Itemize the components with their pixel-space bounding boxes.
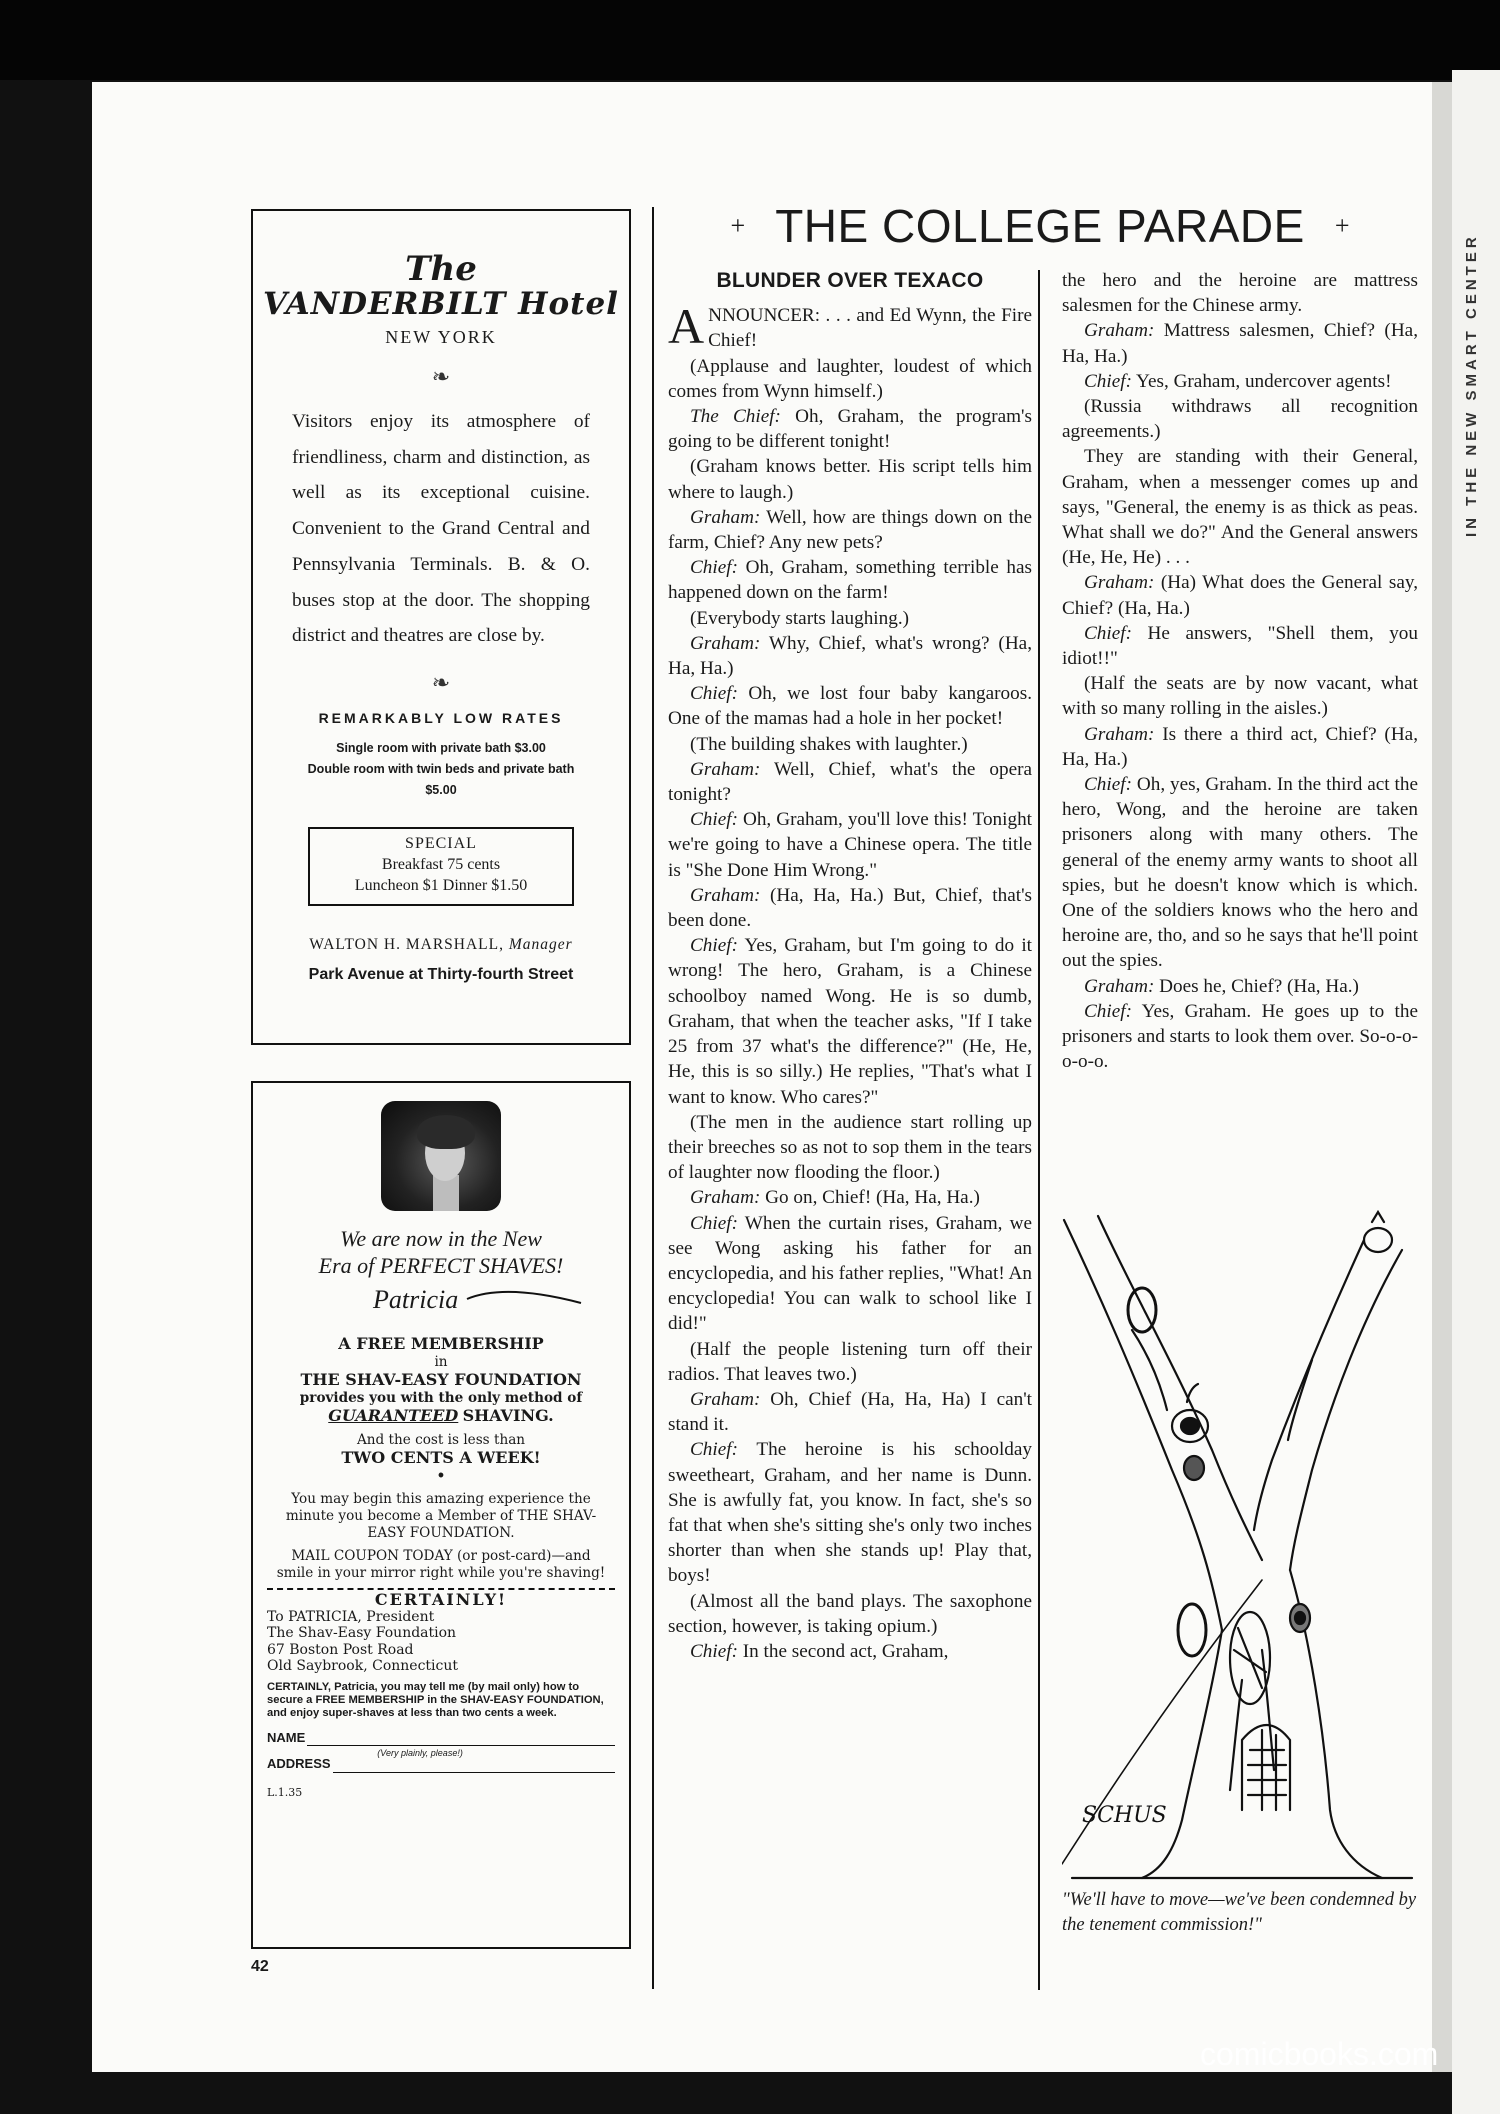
article-paragraph	[1062, 621, 1418, 671]
name-label: NAME	[267, 1729, 306, 1745]
mail-text: MAIL COUPON TODAY (or post-card)—and smile in your mirror right while you're shaving!	[276, 1548, 606, 1581]
special-box	[308, 827, 574, 906]
paragraph-text: Oh, Graham, the program's going to be different tonight!	[668, 406, 1032, 453]
article-paragraph	[668, 505, 1032, 555]
shave-headline	[253, 1225, 629, 1279]
vanderbilt-hotel-ad	[251, 209, 631, 1045]
article-paragraph	[1062, 394, 1418, 444]
speaker-name: Chief:	[1084, 1000, 1132, 1022]
paragraph-text: (Everybody starts laughing.)	[690, 607, 910, 629]
speaker-name: Graham:	[690, 884, 761, 906]
article-paragraph	[668, 1110, 1032, 1186]
article-paragraph	[668, 883, 1032, 933]
speaker-name: Graham:	[690, 1187, 761, 1209]
address-field-row	[267, 1756, 615, 1773]
speaker-name: Graham:	[690, 1388, 761, 1410]
speaker-name: Graham:	[690, 632, 761, 654]
paragraph-text: He answers, "Shell them, you idiot!!"	[1062, 622, 1418, 670]
shave-headline-1: We are now in the New	[340, 1226, 542, 1251]
paragraph-text: Well, how are things down on the farm, Chief? Any new pets?	[668, 506, 1032, 554]
section-title-row	[664, 198, 1416, 254]
paragraph-text: Well, Chief, what's the opera tonight?	[668, 758, 1032, 806]
star-icon: +	[730, 211, 746, 240]
speaker-name: Graham:	[690, 506, 761, 528]
article-paragraph	[1062, 772, 1418, 974]
paragraph-text: Go on, Chief! (Ha, Ha, Ha.)	[760, 1187, 980, 1209]
paragraph-text: Is there a third act, Chief? (Ha, Ha, Ha.)	[1062, 723, 1418, 770]
hotel-address: Park Avenue at Thirty-fourth Street	[308, 965, 574, 983]
column-divider	[1038, 270, 1040, 1990]
paragraph-text: Mattress salesmen, Chief? (Ha, Ha, Ha.)	[1062, 320, 1418, 367]
paragraph-text: (Graham knows better. His script tells him where to laugh.)	[668, 456, 1032, 503]
ornament-icon: ❧	[431, 669, 451, 695]
cartoon-caption: "We'll have to move—we've been condemned by the tenement commission!"	[1062, 1890, 1417, 1935]
cost-line: And the cost is less than	[356, 1432, 526, 1448]
speaker-name: Chief:	[690, 935, 738, 957]
special-breakfast: Breakfast 75 cents	[381, 855, 501, 873]
signature-text: Patricia	[373, 1285, 459, 1314]
address-label: ADDRESS	[267, 1756, 331, 1771]
paragraph-text: (The building shakes with laughter.)	[690, 733, 968, 755]
page-number: 42	[251, 1958, 269, 1975]
paragraph-text: (Ha, Ha, Ha.) But, Chief, that's been done.	[668, 884, 1032, 932]
paragraph-text: Oh, Graham, you'll love this! Tonight we're going to have a Chinese opera. The title is "She Done Him Wrong."	[668, 809, 1032, 881]
speaker-name: Graham:	[1084, 572, 1155, 594]
patricia-signature	[373, 1285, 629, 1325]
drop-cap: A	[668, 298, 705, 355]
name-field[interactable]	[307, 1732, 615, 1758]
name-field-row	[267, 1729, 615, 1758]
article-paragraph	[668, 298, 1032, 355]
paragraph-text: They are standing with their General, Graham, when a messenger comes up and says, "General, the enemy is as thick as peas. What shall we do?" And the General answers (He, He, He) . . .	[1062, 446, 1418, 569]
article-paragraph	[1062, 369, 1418, 394]
article-headline: BLUNDER OVER TEXACO	[716, 269, 984, 292]
shave-headline-2: Era of PERFECT SHAVES!	[318, 1253, 564, 1278]
signature-flourish-icon	[465, 1285, 585, 1321]
paragraph-text: (Half the seats are by now vacant, what with so many rolling in the aisles.)	[1062, 673, 1418, 720]
article-paragraph	[1062, 974, 1418, 999]
article-paragraph	[668, 404, 1032, 454]
article-paragraph	[668, 631, 1032, 681]
article-paragraph	[668, 1387, 1032, 1437]
coupon-org: The Shav-Easy Foundation	[267, 1625, 457, 1641]
manager-title: Manager	[508, 935, 573, 953]
rate-single: Single room with private bath $3.00	[336, 740, 546, 755]
cartoon-signature: SCHUS	[1082, 1803, 1167, 1828]
article-paragraph	[1062, 444, 1418, 570]
special-heading: SPECIAL	[405, 834, 477, 852]
speaker-name: Chief:	[690, 1439, 738, 1461]
article-column-2	[1062, 268, 1418, 1075]
coupon-request: CERTAINLY, Patricia, you may tell me (by mail only) how to secure a FREE MEMBERSHIP in the SHAV-EASY FOUNDATION, and enjoy super-shaves at less than two cents a week.	[267, 1680, 604, 1719]
star-icon: +	[1334, 211, 1350, 240]
speaker-name: Chief:	[690, 683, 738, 705]
coupon-city: Old Saybrook, Connecticut	[267, 1658, 458, 1674]
hotel-logo-line2: VANDERBILT Hotel	[263, 286, 619, 322]
hotel-logo	[253, 251, 629, 321]
column-divider	[652, 207, 654, 1989]
manager-name: WALTON H. MARSHALL,	[309, 935, 504, 953]
article-paragraph	[668, 606, 1032, 631]
article-paragraph	[1062, 722, 1418, 772]
ornament-icon: ❧	[431, 364, 451, 389]
coupon-code: L.1.35	[267, 1785, 303, 1799]
speaker-name: Chief:	[1084, 622, 1132, 644]
hotel-logo-line1: The	[405, 249, 477, 289]
paragraph-text: the hero and the heroine are mattress salesmen for the Chinese army.	[1062, 270, 1418, 317]
speaker-name: Chief:	[1084, 370, 1132, 392]
speaker-name: Chief:	[690, 809, 738, 831]
shav-easy-ad	[251, 1081, 631, 1949]
paragraph-text: When the curtain rises, Graham, we see Wong asking his father for an encyclopedia, and his father replies, "What! An encyclopedia! You can walk to school like I did!"	[668, 1212, 1032, 1335]
tree-cartoon-illustration	[1062, 1210, 1420, 1882]
paragraph-text: Oh, Graham, something terrible has happened down on the farm!	[668, 557, 1032, 604]
article-paragraph	[668, 807, 1032, 883]
article-paragraph	[668, 732, 1032, 757]
rates-heading: REMARKABLY LOW RATES	[318, 709, 564, 726]
speaker-name: Graham:	[1084, 723, 1155, 745]
address-field[interactable]	[333, 1759, 615, 1773]
article-paragraph	[1062, 671, 1418, 721]
bullet: •	[436, 1468, 446, 1484]
paragraph-text: Yes, Graham, undercover agents!	[1131, 370, 1392, 392]
article-column-1	[668, 268, 1032, 1664]
paragraph-text: Oh, Chief (Ha, Ha, Ha) I can't stand it.	[668, 1388, 1032, 1436]
rate-double: Double room with twin beds and private bath $5.00	[307, 761, 575, 797]
paragraph-text: Does he, Chief? (Ha, Ha.)	[1154, 975, 1359, 997]
article-paragraph	[1062, 268, 1418, 318]
column-2-body	[1062, 268, 1418, 1075]
paragraph-text: (Applause and laughter, loudest of which comes from Wynn himself.)	[668, 355, 1032, 402]
coupon	[253, 1592, 629, 1801]
article-paragraph	[668, 1185, 1032, 1210]
article-paragraph	[668, 1639, 1032, 1664]
paragraph-text: Why, Chief, what's wrong? (Ha, Ha, Ha.)	[668, 632, 1032, 680]
article-paragraph	[668, 555, 1032, 605]
shave-body	[253, 1335, 629, 1582]
provides-text: provides you with the only method of	[299, 1390, 583, 1406]
article-paragraph	[668, 454, 1032, 504]
spine-text: IN THE NEW SMART CENTER	[1463, 233, 1480, 537]
in-text: in	[434, 1354, 448, 1370]
speaker-name: The Chief:	[690, 406, 781, 428]
speaker-name: Chief:	[690, 1640, 738, 1662]
paragraph-text: (The men in the audience start rolling up their breeches so as not to sop them in the tears of laughter now flooding the floor.)	[668, 1111, 1032, 1184]
column-1-body	[668, 298, 1032, 1664]
coupon-heading: CERTAINLY!	[374, 1590, 508, 1609]
coupon-street: 67 Boston Post Road	[267, 1641, 414, 1658]
article-paragraph	[668, 1211, 1032, 1337]
paragraph-text: (Ha) What does the General say, Chief? (Ha, Ha.)	[1062, 572, 1418, 619]
free-membership: A FREE MEMBERSHIP	[338, 1334, 544, 1353]
article-paragraph	[668, 354, 1032, 404]
page-edge-shadow	[1432, 82, 1452, 2072]
foundation-name: THE SHAV-EASY FOUNDATION	[300, 1370, 582, 1389]
guaranteed-text: GUARANTEED	[328, 1406, 459, 1425]
speaker-name: Graham:	[690, 758, 761, 780]
hotel-description: Visitors enjoy its atmosphere of friendliness, charm and distinction, as well as its exceptional cuisine. Convenient to the Grand Central and Pennsylvania Terminals. B. & O. buses stop at the door. The shopping district and theatres are close by.	[292, 411, 590, 647]
speaker-name: Graham:	[1084, 975, 1155, 997]
coupon-to: To PATRICIA, President	[267, 1608, 435, 1625]
speaker-name: Chief:	[1084, 774, 1132, 796]
article-paragraph	[668, 681, 1032, 731]
shaving-text: SHAVING.	[462, 1406, 554, 1425]
paragraph-text: Yes, Graham, but I'm going to do it wrong! The hero, Graham, is a Chinese schoolboy named Wong. He is so dumb, Graham, that when the teacher asks, "If I take 25 from 37 what's the difference?" (He, He, He, this is so silly.) He replies, "That's what I want to know. Who cares?"	[668, 935, 1032, 1108]
paragraph-text: Yes, Graham. He goes up to the prisoners and starts to look them over. So-o-o-o-o-o.	[1062, 1000, 1418, 1073]
section-title: THE COLLEGE PARADE	[775, 200, 1305, 252]
paragraph-text: NNOUNCER: . . . and Ed Wynn, the Fire Chief!	[708, 305, 1032, 352]
article-paragraph	[668, 1437, 1032, 1588]
begin-text: You may begin this amazing experience the minute you become a Member of THE SHAV-EASY FOUNDATION.	[285, 1491, 597, 1541]
article-paragraph	[668, 757, 1032, 807]
article-paragraph	[1062, 318, 1418, 368]
paragraph-text: (Half the people listening turn off their radios. That leaves two.)	[668, 1338, 1032, 1385]
special-lunch-dinner: Luncheon $1 Dinner $1.50	[354, 876, 528, 894]
paragraph-text: Oh, we lost four baby kangaroos. One of the mamas had a hole in her pocket!	[668, 683, 1032, 730]
paragraph-text: (Russia withdraws all recognition agreements.)	[1062, 396, 1418, 443]
paragraph-text: Oh, yes, Graham. In the third act the hero, Wong, and the heroine are taken prisoners along with many others. The general of the enemy army wants to shoot all spies, but he doesn't know which is which. One of the soldiers knows who the hero and heroine are, tho, and so he says that he'll point out the spies.	[1062, 774, 1418, 972]
name-hint: (Very plainly, please!)	[377, 1748, 463, 1758]
scan-top-border	[0, 0, 1500, 80]
two-cents: TWO CENTS A WEEK!	[341, 1448, 541, 1467]
paragraph-text: In the second act, Graham,	[737, 1640, 949, 1662]
speaker-name: Chief:	[690, 1212, 738, 1234]
article-paragraph	[668, 1589, 1032, 1639]
speaker-name: Chief:	[690, 557, 738, 579]
watermark: comicbooks.com	[1200, 2036, 1439, 2072]
article-paragraph	[1062, 999, 1418, 1075]
hotel-city: NEW YORK	[385, 327, 497, 347]
speaker-name: Graham:	[1084, 320, 1155, 342]
article-paragraph	[668, 1337, 1032, 1387]
article-paragraph	[1062, 570, 1418, 620]
hotel-manager	[253, 936, 629, 954]
portrait-photo	[381, 1101, 501, 1211]
article-paragraph	[668, 933, 1032, 1109]
paragraph-text: The heroine is his schoolday sweetheart, Graham, and her name is Dunn. She is awfully fat, you know. In fact, she's so fat that when she's sitting she's only two inches shorter than when she stands up! Play that, boys!	[668, 1439, 1032, 1587]
paragraph-text: (Almost all the band plays. The saxophone section, however, is taking opium.)	[668, 1590, 1032, 1637]
